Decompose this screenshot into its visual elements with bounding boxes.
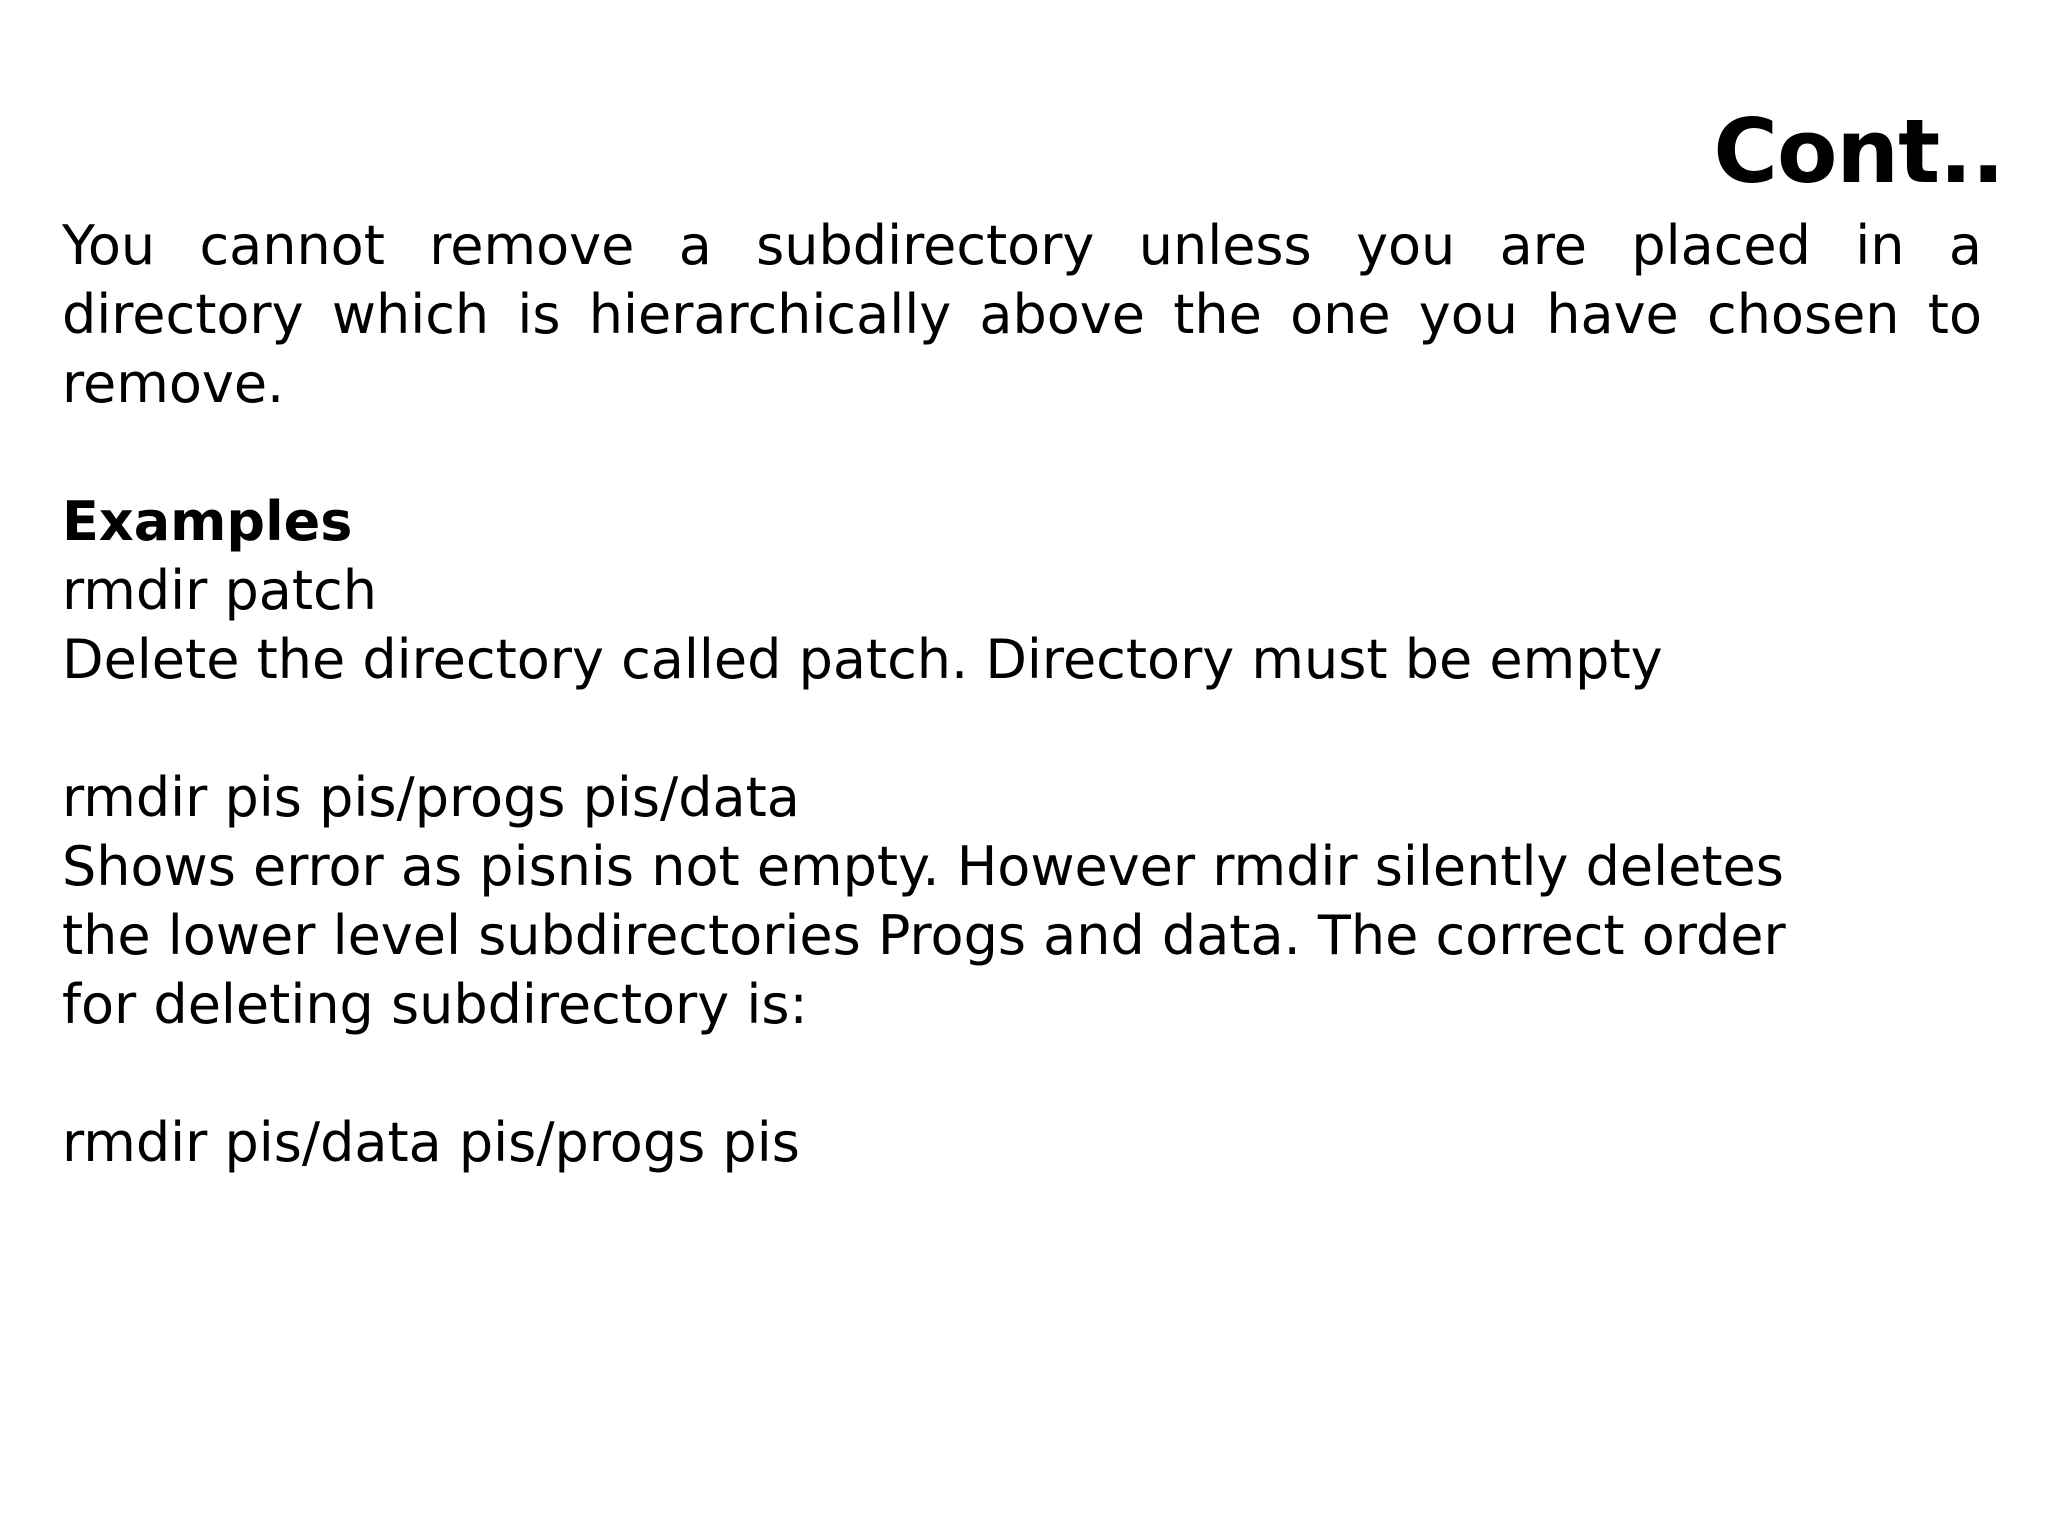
example-command-3: rmdir pis/data pis/progs pis	[62, 1111, 800, 1174]
spacer	[62, 418, 1982, 487]
spacer	[62, 694, 1982, 763]
example-description-2-line-2: the lower level subdirectories Progs and data. The correct order	[62, 904, 1786, 967]
slide-title: Cont..	[1713, 100, 2004, 203]
example-command-2: rmdir pis pis/progs pis/data	[62, 766, 800, 829]
example-description-2-line-1: Shows error as pisnis not empty. However rmdir silently deletes	[62, 835, 1784, 898]
intro-paragraph: You cannot remove a subdirectory unless you are placed in a directory which is hierarchically above the one you have chosen to remove.	[62, 214, 1982, 415]
examples-heading: Examples	[62, 490, 353, 553]
example-description-2-line-3: for deleting subdirectory is:	[62, 973, 808, 1036]
example-command-1: rmdir patch	[62, 559, 377, 622]
slide-body	[62, 211, 1982, 1177]
spacer	[62, 1039, 1982, 1108]
example-description-1: Delete the directory called patch. Directory must be empty	[62, 628, 1663, 691]
